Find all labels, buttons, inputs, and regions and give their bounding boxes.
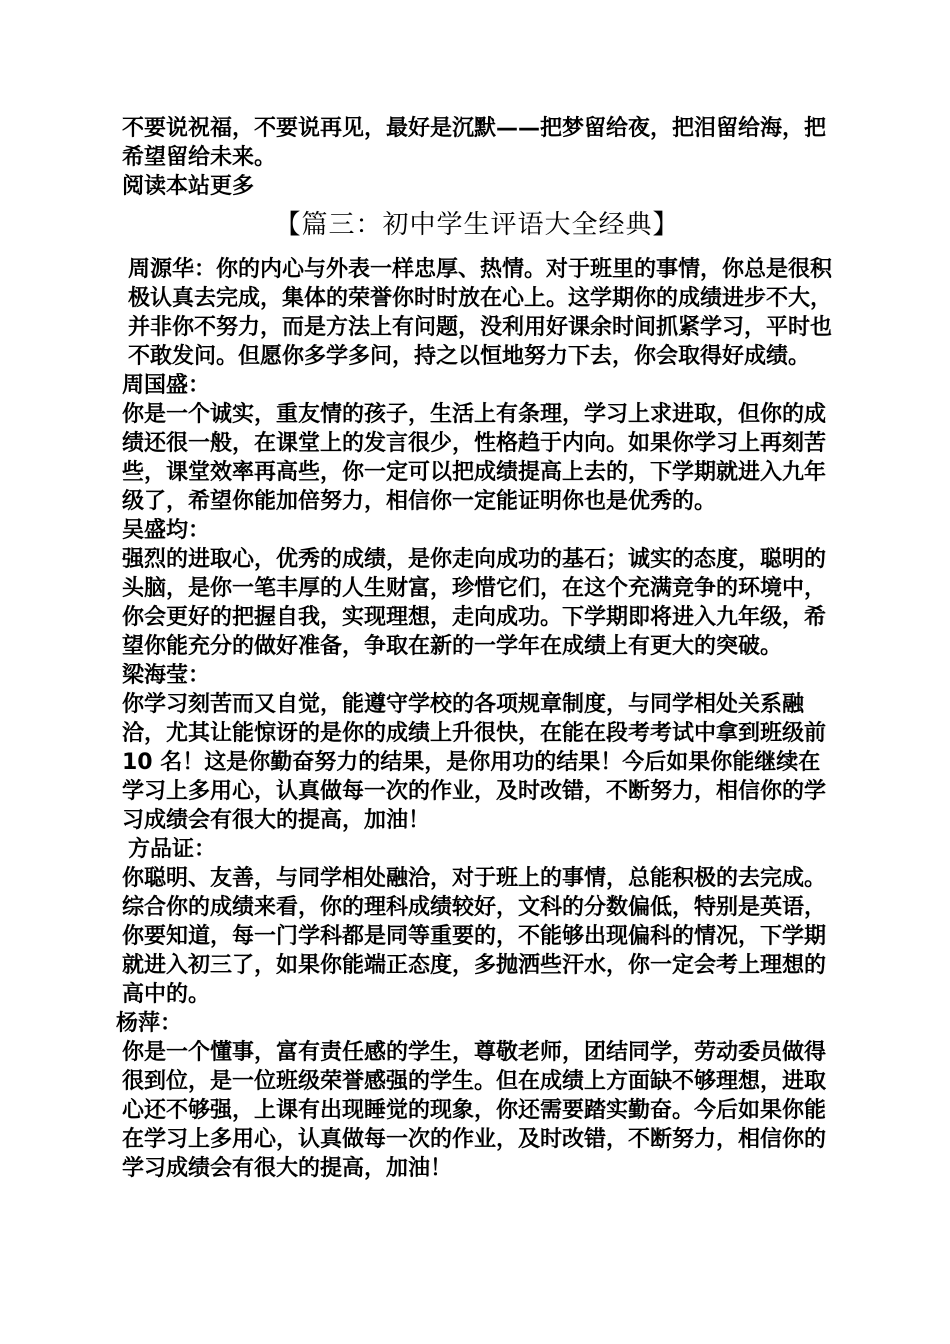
comment-paragraph: 你聪明、友善，与同学相处融洽，对于班上的事情，总能积极的去完成。综合你的成绩来看，你的理科成绩较好，文科的分数偏低，特别是英语，你要知道，每一门学科都是同等重要的，不能够出现偏科的情况，下学期就进入初三了，如果你能端正态度，多抛洒些汗水，你一定会考上理想的高中的。 xyxy=(122,866,827,1007)
student-name: 吴盛均： xyxy=(122,518,211,543)
intro-paragraph: 不要说祝福，不要说再见，最好是沉默——把梦留给夜，把泪留给海，把希望留给未来。 xyxy=(122,116,827,170)
comment-paragraph: 你是一个懂事，富有责任感的学生，尊敬老师，团结同学，劳动委员做得很到位，是一位班级荣誉感强的学生。但在成绩上方面缺不够理想，进取心还不够强，上课有出现睡觉的现象，你还需要踏实勤奋。今后如果你能在学习上多用心，认真做每一次的作业，及时改错，不断努力，相信你的学习成绩会有很大的提高，加油！ xyxy=(122,1040,827,1181)
document-body xyxy=(116,114,838,1183)
comment-paragraph: 强烈的进取心，优秀的成绩，是你走向成功的基石；诚实的态度，聪明的头脑，是你一笔丰厚的人生财富，珍惜它们，在这个充满竞争的环境中，你会更好的把握自我，实现理想，走向成功。下学期即将进入九年级，希望你能充分的做好准备，争取在新的一学年在成绩上有更大的突破。 xyxy=(122,547,827,659)
comment-paragraph: 周源华：你的内心与外表一样忠厚、热情。对于班里的事情，你总是很积极认真去完成，集体的荣誉你时时放在心上。这学期你的成绩进步不大，并非你不努力，而是方法上有问题，没利用好课余时间抓紧学习，平时也不敢发问。但愿你多学多问，持之以恒地努力下去，你会取得好成绩。 xyxy=(128,257,833,369)
student-name: 周国盛： xyxy=(122,373,211,398)
student-name: 方品证： xyxy=(128,837,217,862)
comment-paragraph: 你是一个诚实，重友情的孩子，生活上有条理，学习上求进取，但你的成绩还很一般，在课堂上的发言很少，性格趋于内向。如果你学习上再刻苦些，课堂效率再高些，你一定可以把成绩提高上去的，下学期就进入九年级了，希望你能加倍努力，相信你一定能证明你也是优秀的。 xyxy=(122,402,827,514)
read-more-text: 阅读本站更多 xyxy=(122,174,255,199)
comment-paragraph: 你学习刻苦而又自觉，能遵守学校的各项规章制度，与同学相处关系融洽，尤其让能惊讶的是你的成绩上升很快，在能在段考考试中拿到班级前 10 名！这是你勤奋努力的结果，是你用功的结果！今后如果你能继续在学习上多用心，认真做每一次的作业，及时改错，不断努力，相信你的学习成绩会有很大的提高，加油！ xyxy=(122,692,827,833)
student-name: 杨萍： xyxy=(116,1011,183,1036)
student-name: 梁海莹： xyxy=(122,663,211,688)
section-title: 【篇三：初中学生评语大全经典】 xyxy=(274,210,680,240)
